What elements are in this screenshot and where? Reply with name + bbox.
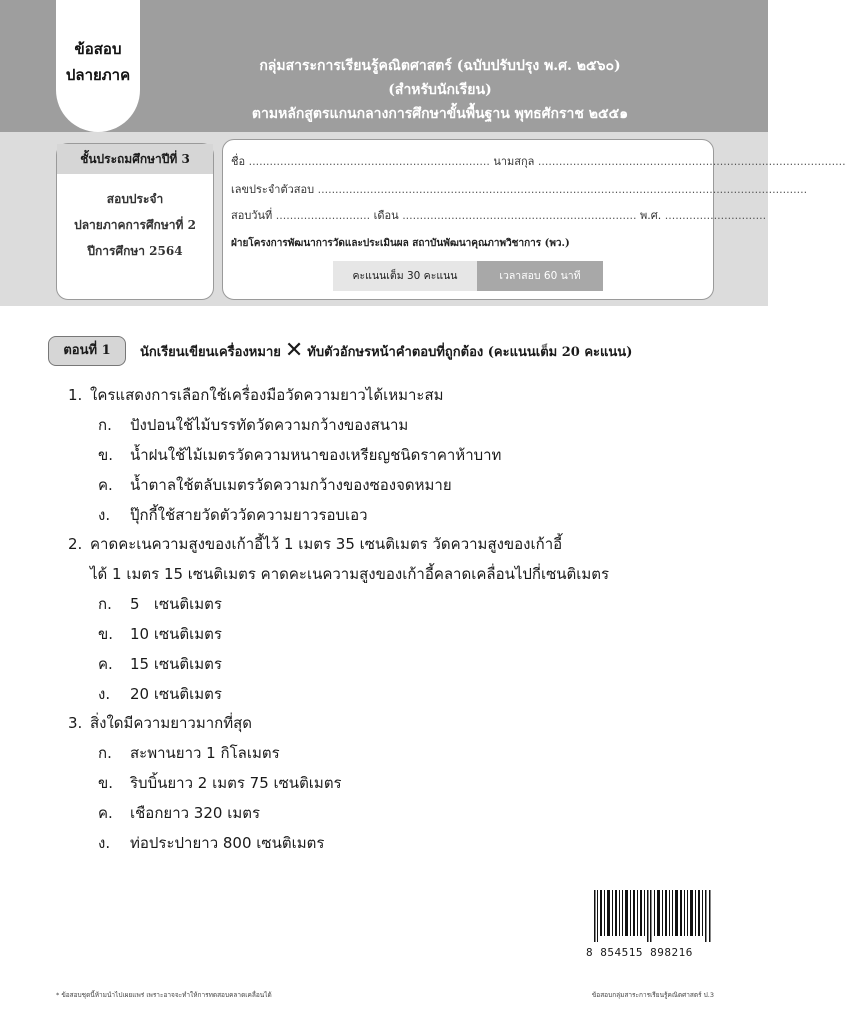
exam-id-label: เลขประจำตัวสอบ (231, 183, 315, 196)
option-text: 15 เซนติเมตร (130, 655, 222, 673)
option-letter: ง. (98, 834, 111, 852)
question-1 (68, 380, 728, 530)
grade-line2: ปลายภาคการศึกษาที่ 2 (74, 218, 196, 232)
option-text: น้ำฝนใช้ไม้เมตรวัดความหนาของเหรียญชนิดราคาห้าบาท (130, 446, 502, 464)
grade-label: ชั้นประถมศึกษาปีที่ 3 (57, 144, 213, 174)
month-field[interactable]: ................................................................... (402, 209, 640, 222)
title-line3: ตามหลักสูตรแกนกลางการศึกษาขั้นพื้นฐาน พุทธศักราช ๒๕๕๑ (251, 106, 629, 122)
option-text: สะพานยาว 1 กิโลเมตร (130, 744, 280, 762)
answer-option[interactable] (68, 768, 728, 798)
part-label: ตอนที่ 1 (48, 336, 126, 366)
instruction-before: นักเรียนเขียนเครื่องหมาย (140, 344, 281, 360)
question-text: คาดคะเนความสูงของเก้าอี้ไว้ 1 เมตร 35 เซนติเมตร วัดความสูงของเก้าอี้ (90, 535, 563, 553)
barcode-number: 8 854515 898216 (586, 946, 693, 959)
exam-id-field[interactable]: ............................................................................................................................................ (317, 183, 808, 196)
header-titles (160, 54, 720, 126)
option-text: ริบบิ้นยาว 2 เมตร 75 เซนติเมตร (130, 774, 342, 792)
grade-line1: สอบประจำ (106, 192, 164, 206)
question-text: สิ่งใดมีความยาวมากที่สุด (90, 714, 253, 732)
question-3 (68, 708, 728, 858)
option-text: 5 เซนติเมตร (130, 595, 222, 613)
exam-type-line1: ข้อสอบ (74, 40, 122, 58)
question-stem (68, 708, 728, 738)
organization-line: ฝ่ายโครงการพัฒนาการวัดและประเมินผล สถาบันพัฒนาคุณภาพวิชาการ (พว.) (231, 238, 570, 249)
part-instruction (140, 340, 632, 362)
footer-note: * ข้อสอบชุดนี้ห้ามนำไปเผยแพร่ เพราะอาจจะทำให้การทดสอบคลาดเคลื่อนได้ (56, 991, 272, 999)
option-text: 10 เซนติเมตร (130, 625, 222, 643)
part-heading (48, 336, 728, 366)
option-letter: ง. (98, 685, 111, 703)
answer-option[interactable] (68, 440, 728, 470)
question-text: ใครแสดงการเลือกใช้เครื่องมือวัดความยาวได้เหมาะสม (90, 386, 444, 404)
surname-field[interactable]: ........................................................................................ (537, 155, 846, 168)
option-text: ท่อประปายาว 800 เซนติเมตร (130, 834, 325, 852)
surname-label: นามสกุล (493, 155, 535, 168)
full-score: คะแนนเต็ม 30 คะแนน (333, 261, 477, 291)
student-info-box (222, 139, 846, 300)
grade-box (56, 143, 214, 300)
exam-id-row (231, 182, 808, 198)
answer-option[interactable] (68, 798, 728, 828)
option-text: 20 เซนติเมตร (130, 685, 222, 703)
answer-option[interactable] (68, 589, 728, 619)
exam-type-tab (56, 0, 140, 132)
question-2 (68, 529, 728, 709)
answer-option[interactable] (68, 410, 728, 440)
title-line2: (สำหรับนักเรียน) (388, 82, 492, 98)
exam-time: เวลาสอบ 60 นาที (477, 261, 603, 291)
question-stem (68, 529, 728, 559)
question-number: 2. (68, 535, 83, 553)
title-line1: กลุ่มสาระการเรียนรู้คณิตศาสตร์ (ฉบับปรับปรุง พ.ศ. ๒๕๖๐) (259, 58, 621, 74)
question-stem (68, 380, 728, 410)
name-label: ชื่อ (231, 155, 246, 168)
answer-option[interactable] (68, 649, 728, 679)
option-letter: ค. (98, 655, 113, 673)
footer-subject: ข้อสอบกลุ่มสาระการเรียนรู้คณิตศาสตร์ ป.3 (591, 991, 714, 999)
barcode-icon (594, 890, 712, 942)
option-letter: ก. (98, 744, 112, 762)
cross-mark-icon: ✕ (284, 338, 304, 363)
option-text: ปังปอนใช้ไม้บรรทัดวัดความกว้างของสนาม (130, 416, 409, 434)
option-letter: ค. (98, 476, 113, 494)
grade-body (57, 174, 213, 264)
question-number: 1. (68, 386, 83, 404)
name-field[interactable]: ..................................................................... (248, 155, 494, 168)
option-text: ปุ๊กกี้ใช้สายวัดตัววัดความยาวรอบเอว (130, 506, 368, 524)
year-label: พ.ศ. (639, 209, 662, 222)
answer-option[interactable] (68, 738, 728, 768)
question-number: 3. (68, 714, 83, 732)
name-row (231, 154, 846, 170)
option-letter: ข. (98, 625, 114, 643)
option-letter: ค. (98, 804, 113, 822)
option-letter: ข. (98, 774, 114, 792)
exam-date-label: สอบวันที่ (231, 209, 273, 222)
option-text: น้ำตาลใช้ตลับเมตรวัดความกว้างของซองจดหมาย (130, 476, 452, 494)
option-text: เชือกยาว 320 เมตร (130, 804, 261, 822)
answer-option[interactable] (68, 828, 728, 858)
question-text-continued: ได้ 1 เมตร 15 เซนติเมตร คาดคะเนความสูงของเก้าอี้คลาดเคลื่อนไปกี่เซนติเมตร (90, 565, 610, 583)
answer-option[interactable] (68, 619, 728, 649)
exam-date-row (231, 208, 767, 224)
exam-day-field[interactable]: ........................... (275, 209, 374, 222)
exam-type-line2: ปลายภาค (65, 66, 131, 84)
grade-line3: ปีการศึกษา 2564 (87, 244, 183, 258)
option-letter: ก. (98, 595, 112, 613)
answer-option[interactable] (68, 679, 728, 709)
score-time-pill (333, 261, 603, 291)
answer-option[interactable] (68, 500, 728, 530)
month-label: เดือน (373, 209, 399, 222)
option-letter: ก. (98, 416, 112, 434)
year-field[interactable]: ............................. (664, 209, 767, 222)
answer-option[interactable] (68, 470, 728, 500)
instruction-after: ทับตัวอักษรหน้าคำตอบที่ถูกต้อง (คะแนนเต็ม 20 คะแนน) (307, 344, 633, 360)
option-letter: ข. (98, 446, 114, 464)
option-letter: ง. (98, 506, 111, 524)
